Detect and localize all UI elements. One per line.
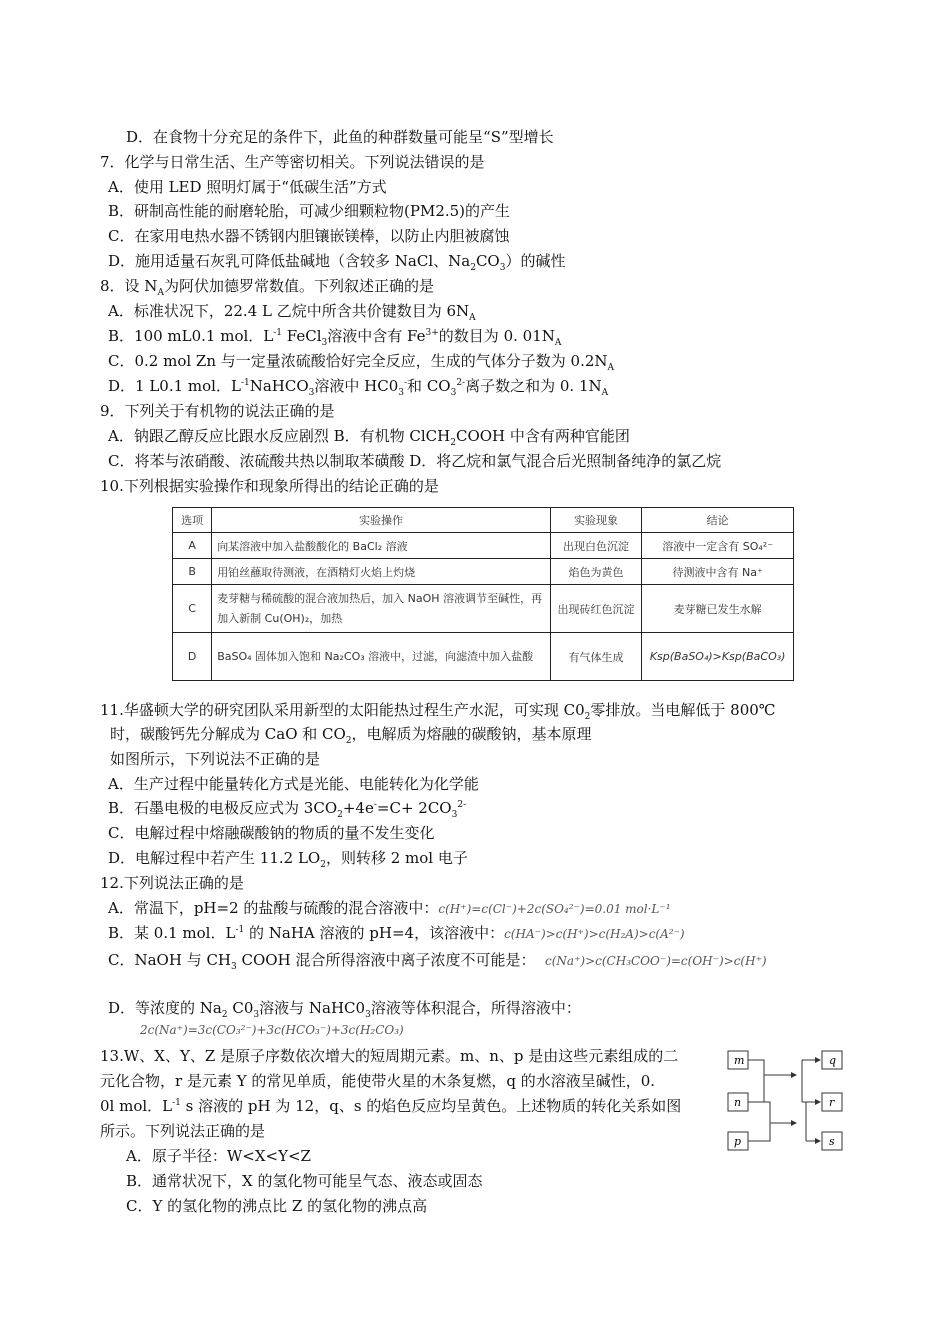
experiment-table [172,507,794,681]
table-header-row [173,508,794,533]
table-cell: A [173,533,212,559]
label-q: q [829,1054,837,1067]
table-row [173,633,794,681]
question-8: 8．设 $N_A$为阿伏加德罗常数值。下列叙述正确的是 [100,277,434,298]
option-8c: C．0.2 mol Zn 与一定量浓硫酸恰好完全反应，生成的气体分子数为 $0.2N_A$ [108,352,615,373]
question-9: 9．下列关于有机物的说法正确的是 [100,402,335,420]
label-s: s [829,1135,835,1148]
table-cell: 麦芽糖与稀硫酸的混合液加热后，加入 NaOH 溶液调节至碱性，再加入新制 Cu(OH)₂，加热 [212,585,551,633]
label-m: m [734,1054,745,1067]
option-9cd: C．将苯与浓硝酸、浓硫酸共热以制取苯磺酸 D．将乙烷和氯气混合后光照制备纯净的氯乙烷 [108,452,722,470]
table-cell: 溶液中一定含有 SO₄²⁻ [642,533,794,559]
option-11c: C．电解过程中熔融碳酸钠的物质的量不发生变化 [108,824,435,842]
question-13-line2: 元化合物，r 是元素 Y 的常见单质，能使带火星的木条复燃，q 的水溶液呈碱性，0. [100,1072,656,1090]
table-cell: 有气体生成 [550,633,641,681]
label-p: p [734,1135,742,1148]
table-row [173,585,794,633]
option-12b: B．某 0.1 mol．$L^{-1}$ 的 NaHA 溶液的 pH=4，该溶液中：c(HA⁻)>c(H⁺)>c(H₂A)>c(A²⁻) [108,924,685,942]
table-cell: Ksp(BaSO₄)>Ksp(BaCO₃) [642,633,794,681]
table-cell: D [173,633,212,681]
reaction-diagram [724,1045,848,1153]
table-cell: 出现白色沉淀 [550,533,641,559]
table-cell: BaSO₄ 固体加入饱和 Na₂CO₃ 溶液中，过滤，向滤渣中加入盐酸 [212,633,551,681]
question-11: 11.华盛顿大学的研究团队采用新型的太阳能热过程生产水泥，可实现 $C0_2$零排放。当电解低于 800℃ [100,701,776,722]
option-7d: D．施用适量石灰乳可降低盐碱地（含较多 NaCl、$Na_2CO_3$）的碱性 [108,252,566,273]
option-13a: A．原子半径：W<X<Y<Z [126,1147,311,1165]
equation-12d: 2c(Na⁺)=3c(CO₃²⁻)+3c(HCO₃⁻)+3c(H₂CO₃) [140,1023,404,1037]
option-11b: B．石墨电极的电极反应式为 $3CO_2+4e^-=C+ 2CO_3^{2-}$ [108,799,467,820]
question-13: 13.W、X、Y、Z 是原子序数依次增大的短周期元素。m、n、p 是由这些元素组成的二 [100,1047,679,1065]
option-9ab: A．钠跟乙醇反应比跟水反应剧烈 B．有机物 ClCH$_2$COOH 中含有两种官能团 [108,427,630,448]
question-10: 10.下列根据实验操作和现象所得出的结论正确的是 [100,477,439,495]
option-8a: A．标准状况下，22.4 L 乙烷中所含共价键数目为 $6N_A$ [108,302,476,323]
option-13b: B．通常状况下，X 的氢化物可能呈气态、液态或固态 [126,1172,483,1190]
question-7: 7．化学与日常生活、生产等密切相关。下列说法错误的是 [100,153,485,171]
table-row [173,533,794,559]
table-cell: 用铂丝蘸取待测液，在酒精灯火焰上灼烧 [212,559,551,585]
label-r: r [829,1096,835,1109]
table-cell: 麦芽糖已发生水解 [642,585,794,633]
option-7c: C．在家用电热水器不锈钢内胆镶嵌镁棒，以防止内胆被腐蚀 [108,227,510,245]
option-8d: D．1 L0.1 mol．$L^{-1}NaHCO_3$溶液中 $HC0_3^-$和 $CO_3^{2-}$离子数之和为 0. $1N_A$ [108,377,609,398]
question-11-line3: 如图所示，下列说法不正确的是 [110,750,321,768]
option-12a: A．常温下，pH=2 的盐酸与硫酸的混合溶液中：c(H⁺)=c(Cl⁻)+2c(SO₄²⁻)=0.01 mol·L⁻¹ [108,899,671,917]
table-cell: 待测液中含有 Na⁺ [642,559,794,585]
table-header: 选项 [173,508,212,533]
option-6d: D．在食物十分充足的条件下，此鱼的种群数量可能呈“S”型增长 [126,128,554,146]
question-13-line4: 所示。下列说法正确的是 [100,1122,266,1140]
option-11a: A．生产过程中能量转化方式是光能、电能转化为化学能 [108,775,479,793]
label-n: n [734,1096,742,1109]
option-8b: B．100 mL0.1 mol．$L^{-1}$ FeCl$_3$溶液中含有 $Fe^{3+}$的数目为 0. $01N_A$ [108,327,562,348]
option-7b: B．研制高性能的耐磨轮胎，可减少细颗粒物(PM2.5)的产生 [108,202,511,220]
table-cell: C [173,585,212,633]
equation: c(H⁺)=c(Cl⁻)+2c(SO₄²⁻)=0.01 mol·L⁻¹ [438,902,671,916]
question-12: 12.下列说法正确的是 [100,874,244,892]
table-cell: 出现砖红色沉淀 [550,585,641,633]
table-cell: 焰色为黄色 [550,559,641,585]
question-11-line2: 时，碳酸钙先分解成为 CaO 和 $CO_2$，电解质为熔融的碳酸钠，基本原理 [110,725,592,746]
option-11d: D．电解过程中若产生 11.2 $LO_2$，则转移 2 mol 电子 [108,849,468,870]
table-cell: 向某溶液中加入盐酸酸化的 BaCl₂ 溶液 [212,533,551,559]
option-12c: C．NaOH 与 $CH_3$ COOH 混合所得溶液中离子浓度不可能是： c(Na⁺)>c(CH₃COO⁻)=c(OH⁻)>c(H⁺) [108,951,767,972]
equation: c(HA⁻)>c(H⁺)>c(H₂A)>c(A²⁻) [504,927,685,941]
table-row [173,559,794,585]
option-7a: A．使用 LED 照明灯属于“低碳生活”方式 [108,178,387,196]
question-13-line3: 0l mol．$L^{-1}$ s 溶液的 pH 为 12，q、s 的焰色反应均呈黄色。上述物质的转化关系如图 [100,1097,682,1115]
table-header: 结论 [642,508,794,533]
option-12d: D．等浓度的 $Na_2$ $C0_3$溶液与 $NaHC0_3$溶液等体积混合，所得溶液中： [108,999,581,1020]
table-cell: B [173,559,212,585]
table-header: 实验现象 [550,508,641,533]
option-13c: C．Y 的氢化物的沸点比 Z 的氢化物的沸点高 [126,1197,428,1215]
table-header: 实验操作 [212,508,551,533]
equation: c(Na⁺)>c(CH₃COO⁻)=c(OH⁻)>c(H⁺) [545,954,767,968]
